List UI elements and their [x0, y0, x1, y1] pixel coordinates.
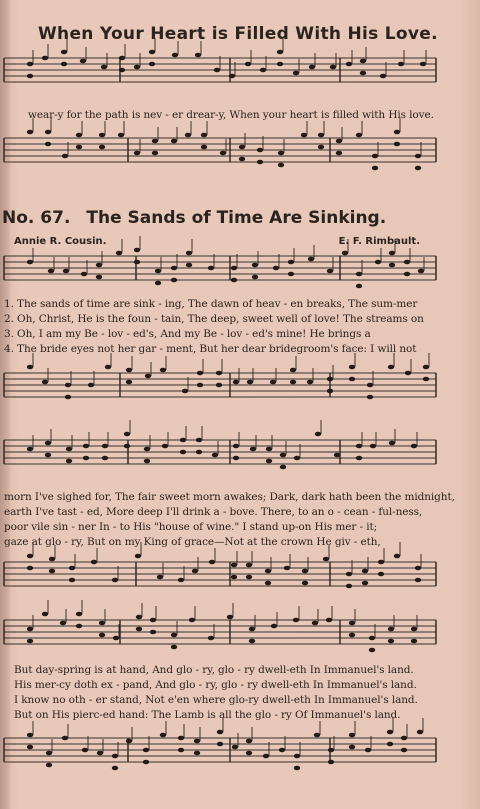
music-staff [0, 365, 480, 420]
music-staff [0, 248, 480, 296]
verse-line: morn I've sighed for, The fair sweet morn awakes; Dark, dark hath been the midnight, [4, 491, 455, 503]
music-staff [0, 432, 480, 487]
author-credit: Annie R. Cousin. [14, 236, 107, 247]
music-staff [0, 730, 480, 785]
verse-line: 2. Oh, Christ, He is the foun - tain, The deep, sweet well of love! The streams on [4, 313, 424, 325]
music-staff [0, 130, 480, 185]
verse-line: poor vile sin - ner In - to His "house of wine." I stand up-on His mer - it; [4, 521, 378, 533]
composer-credit: E. F. Rimbault. [338, 236, 420, 247]
verse-line: I know no oth - er stand, Not e'en where glo-ry dwell-eth In Immanuel's land. [14, 694, 418, 706]
verse-line: But on His pierc-ed hand: The Lamb is all the glo - ry Of Immanuel's land. [14, 709, 401, 721]
hymn-title: The Sands of Time Are Sinking. [86, 208, 387, 228]
previous-hymn-title: When Your Heart is Filled With His Love. [38, 24, 438, 44]
verse-line: 3. Oh, I am my Be - lov - ed's, And my Be - lov - ed's mine! He brings a [4, 328, 371, 340]
verse-line: 4. The bride eyes not her gar - ment, But her dear bridegroom's face: I will not [4, 343, 417, 355]
verse-line: 1. The sands of time are sink - ing, The dawn of heav - en breaks, The sum-mer [4, 298, 418, 310]
verse-line: But day-spring is at hand, And glo - ry, glo - ry dwell-eth In Immanuel's land. [14, 664, 414, 676]
lyric-line: wear-y for the path is nev - er drear-y, When your heart is filled with His love. [28, 109, 434, 121]
hymn-heading [2, 208, 386, 228]
verse-line: gaze at glo - ry, But on my King of grace—Not at the crown He giv - eth, [4, 536, 381, 548]
music-staff [0, 50, 480, 105]
hymn-number: No. 67. [2, 208, 71, 228]
music-staff [0, 612, 480, 662]
music-staff [0, 554, 480, 604]
verse-line: His mer-cy doth ex - pand, And glo - ry, glo - ry dwell-eth In Immanuel's land. [14, 679, 417, 691]
verse-line: earth I've tast - ed, More deep I'll drink a - bove. There, to an o - cean - ful-ness, [4, 506, 423, 518]
